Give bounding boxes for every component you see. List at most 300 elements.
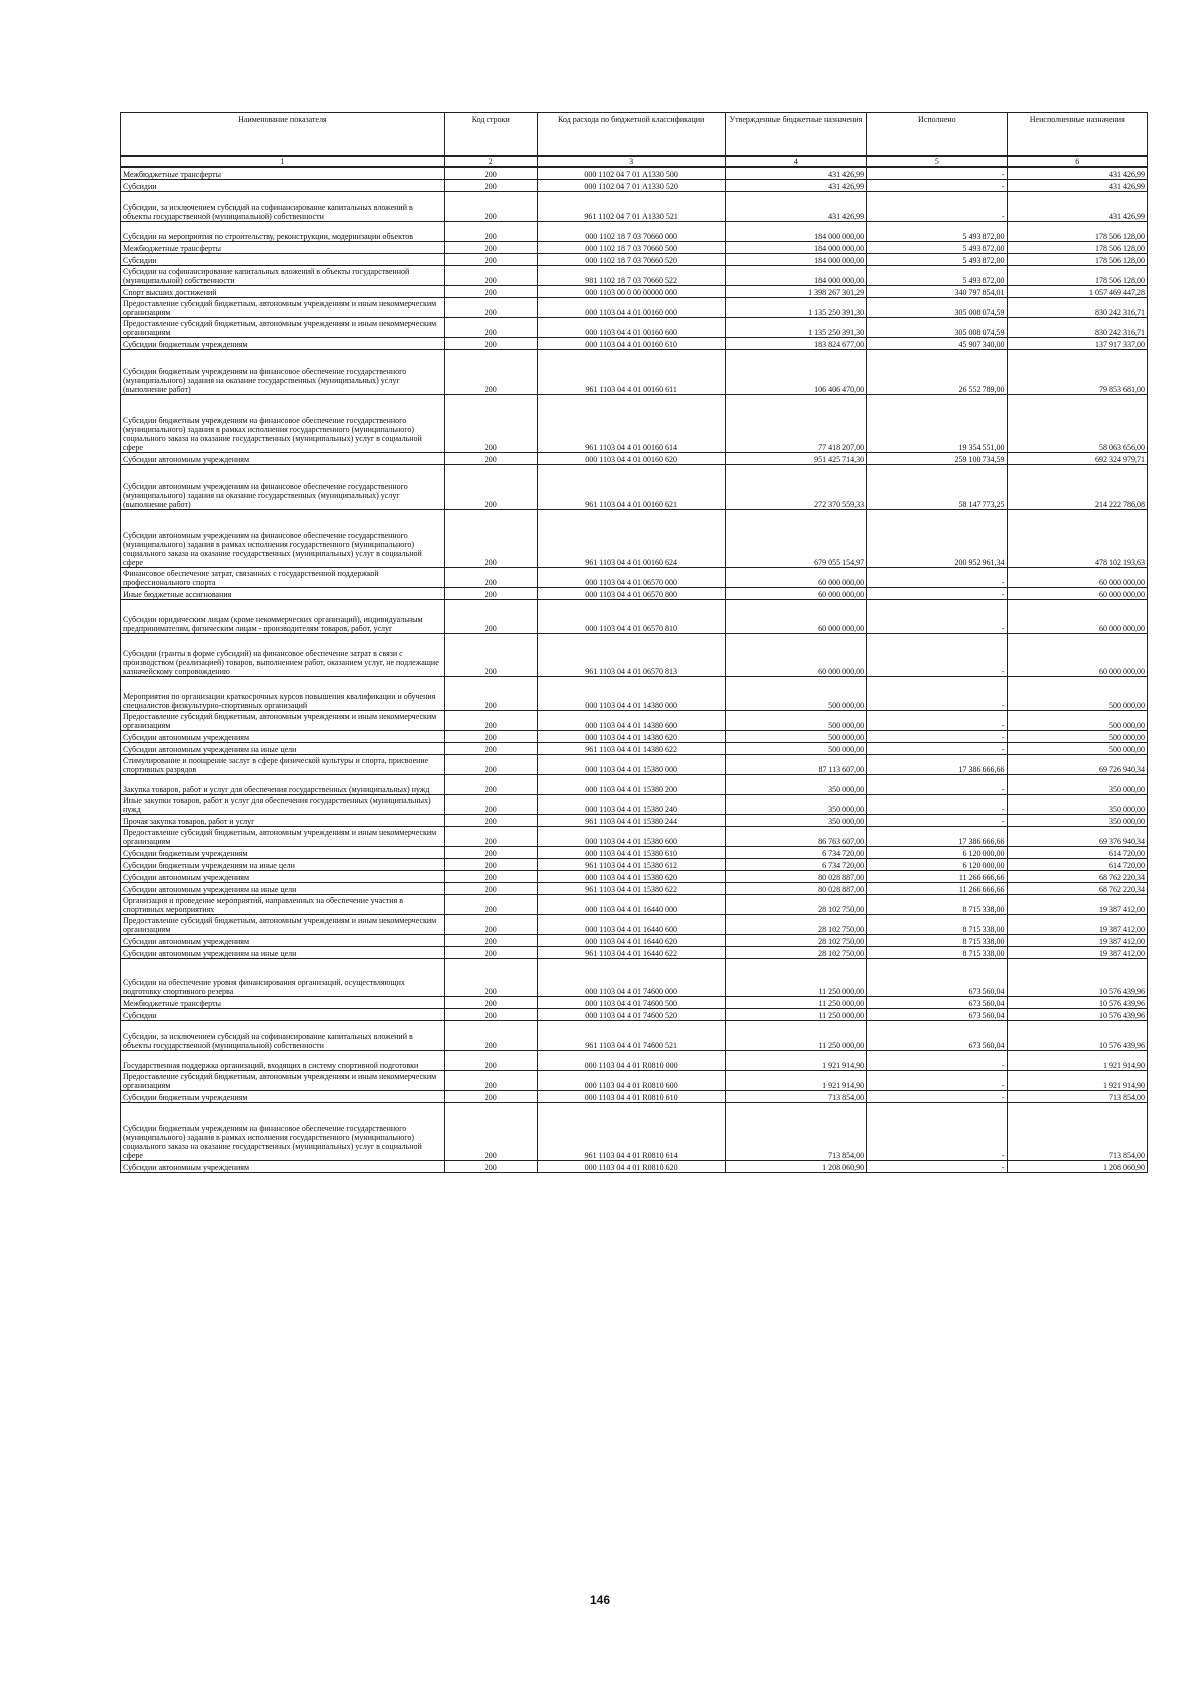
row-approved: 11 250 000,00 <box>725 1020 867 1050</box>
table-row <box>121 934 1148 946</box>
column-number: 6 <box>1007 156 1147 167</box>
row-name: Субсидии автономным учреждениям <box>121 934 445 946</box>
row-code: 200 <box>444 774 537 794</box>
row-approved: 80 028 887,00 <box>725 882 867 894</box>
row-kbk: 000 1103 04 4 01 06570 810 <box>537 599 725 633</box>
row-kbk: 000 1103 04 4 01 00160 610 <box>537 337 725 349</box>
row-approved: 11 250 000,00 <box>725 996 867 1008</box>
row-unexecuted: 178 506 128,00 <box>1007 265 1147 285</box>
row-code: 200 <box>444 730 537 742</box>
row-unexecuted: 350 000,00 <box>1007 774 1147 794</box>
row-kbk: 000 1103 04 4 01 74600 000 <box>537 958 725 996</box>
table-row <box>121 253 1148 265</box>
row-unexecuted: 500 000,00 <box>1007 676 1147 710</box>
row-code: 200 <box>444 509 537 567</box>
row-executed: - <box>867 774 1007 794</box>
row-name: Субсидии бюджетным учреждениям на иные цели <box>121 858 445 870</box>
row-name: Межбюджетные трансферты <box>121 241 445 253</box>
row-unexecuted: 79 853 681,00 <box>1007 349 1147 394</box>
row-code: 200 <box>444 814 537 826</box>
row-name: Предоставление субсидий бюджетным, автономным учреждениям и иным некоммерческим организациям <box>121 317 445 337</box>
table-row <box>121 858 1148 870</box>
row-name: Прочая закупка товаров, работ и услуг <box>121 814 445 826</box>
row-unexecuted: 713 854,00 <box>1007 1090 1147 1102</box>
row-name: Предоставление субсидий бюджетным, автономным учреждениям и иным некоммерческим организациям <box>121 710 445 730</box>
table-row <box>121 241 1148 253</box>
table-row <box>121 464 1148 509</box>
row-code: 200 <box>444 587 537 599</box>
table-row <box>121 794 1148 814</box>
row-executed: - <box>867 710 1007 730</box>
row-name: Стимулирование и поощрение заслуг в сфере физической культуры и спорта, присвоение спортивных разрядов <box>121 754 445 774</box>
row-code: 200 <box>444 794 537 814</box>
column-number: 3 <box>537 156 725 167</box>
row-unexecuted: 431 426,99 <box>1007 167 1147 179</box>
row-approved: 60 000 000,00 <box>725 567 867 587</box>
row-approved: 431 426,99 <box>725 179 867 191</box>
row-code: 200 <box>444 349 537 394</box>
row-approved: 350 000,00 <box>725 814 867 826</box>
row-code: 200 <box>444 241 537 253</box>
table-row <box>121 285 1148 297</box>
table-row <box>121 1070 1148 1090</box>
row-kbk: 981 1102 18 7 03 70660 522 <box>537 265 725 285</box>
row-code: 200 <box>444 337 537 349</box>
row-kbk: 000 1103 04 4 01 14380 000 <box>537 676 725 710</box>
row-executed: 19 354 551,00 <box>867 394 1007 452</box>
row-code: 200 <box>444 882 537 894</box>
row-kbk: 000 1103 04 4 01 15380 620 <box>537 870 725 882</box>
table-row <box>121 221 1148 241</box>
row-unexecuted: 19 387 412,00 <box>1007 946 1147 958</box>
row-name: Субсидии <box>121 253 445 265</box>
row-kbk: 000 1102 04 7 01 А1330 500 <box>537 167 725 179</box>
row-name: Субсидии бюджетным учреждениям на финансовое обеспечение государственного (муниципального) задания в рамках исполнения государственного (муниципального) социального заказа на оказание государственных (муниципальных) услуг в социальной сфере <box>121 1102 445 1160</box>
column-number: 1 <box>121 156 445 167</box>
table-row <box>121 452 1148 464</box>
row-code: 200 <box>444 846 537 858</box>
row-executed: 673 560,04 <box>867 1020 1007 1050</box>
table-row <box>121 754 1148 774</box>
row-executed: 6 120 000,00 <box>867 846 1007 858</box>
row-executed: 5 493 872,00 <box>867 241 1007 253</box>
table-row <box>121 1020 1148 1050</box>
row-kbk: 961 1103 04 4 01 00160 621 <box>537 464 725 509</box>
row-approved: 77 418 207,00 <box>725 394 867 452</box>
row-code: 200 <box>444 858 537 870</box>
row-kbk: 000 1102 18 7 03 70660 000 <box>537 221 725 241</box>
table-row <box>121 633 1148 676</box>
table-row <box>121 587 1148 599</box>
row-unexecuted: 500 000,00 <box>1007 742 1147 754</box>
row-name: Организация и проведение мероприятий, направленных на обеспечение участия в спортивных мероприятиях <box>121 894 445 914</box>
row-unexecuted: 19 387 412,00 <box>1007 894 1147 914</box>
row-kbk: 000 1103 04 4 01 R0810 620 <box>537 1160 725 1172</box>
row-name: Субсидии автономным учреждениям <box>121 1160 445 1172</box>
row-executed: - <box>867 633 1007 676</box>
row-approved: 87 113 607,00 <box>725 754 867 774</box>
row-approved: 28 102 750,00 <box>725 946 867 958</box>
row-approved: 951 425 714,30 <box>725 452 867 464</box>
table-row <box>121 774 1148 794</box>
row-kbk: 000 1103 04 4 01 06570 000 <box>537 567 725 587</box>
row-kbk: 000 1103 04 4 01 14380 600 <box>537 710 725 730</box>
table-row <box>121 1050 1148 1070</box>
row-code: 200 <box>444 946 537 958</box>
header-kbk: Код расхода по бюджетной классификации <box>537 113 725 157</box>
budget-execution-table <box>120 112 1148 1173</box>
row-name: Финансовое обеспечение затрат, связанных с государственной поддержкой профессионального спорта <box>121 567 445 587</box>
column-number: 4 <box>725 156 867 167</box>
row-unexecuted: 68 762 220,34 <box>1007 870 1147 882</box>
row-unexecuted: 60 000 000,00 <box>1007 567 1147 587</box>
row-name: Субсидии на обеспечение уровня финансирования организаций, осуществляющих подготовку спортивного резерва <box>121 958 445 996</box>
row-name: Субсидии автономным учреждениям <box>121 870 445 882</box>
row-unexecuted: 614 720,00 <box>1007 858 1147 870</box>
row-code: 200 <box>444 452 537 464</box>
row-name: Государственная поддержка организаций, входящих в систему спортивной подготовки <box>121 1050 445 1070</box>
row-name: Субсидии бюджетным учреждениям <box>121 1090 445 1102</box>
row-code: 200 <box>444 1050 537 1070</box>
row-code: 200 <box>444 285 537 297</box>
row-approved: 500 000,00 <box>725 742 867 754</box>
row-name: Предоставление субсидий бюджетным, автономным учреждениям и иным некоммерческим организациям <box>121 297 445 317</box>
table-row <box>121 509 1148 567</box>
row-name: Субсидии автономным учреждениям на иные цели <box>121 742 445 754</box>
row-kbk: 000 1103 04 4 01 00160 620 <box>537 452 725 464</box>
row-unexecuted: 830 242 316,71 <box>1007 297 1147 317</box>
table-row <box>121 1102 1148 1160</box>
row-name: Субсидии, за исключением субсидий на софинансирование капитальных вложений в объекты государственной (муниципальной) собственности <box>121 191 445 221</box>
column-number-row <box>121 156 1148 167</box>
table-row <box>121 191 1148 221</box>
row-approved: 28 102 750,00 <box>725 894 867 914</box>
table-row <box>121 1090 1148 1102</box>
row-approved: 6 734 720,00 <box>725 858 867 870</box>
row-unexecuted: 1 057 469 447,28 <box>1007 285 1147 297</box>
row-unexecuted: 500 000,00 <box>1007 710 1147 730</box>
row-name: Предоставление субсидий бюджетным, автономным учреждениям и иным некоммерческим организациям <box>121 1070 445 1090</box>
row-unexecuted: 1 208 060,90 <box>1007 1160 1147 1172</box>
row-executed: - <box>867 167 1007 179</box>
table-row <box>121 676 1148 710</box>
row-executed: 340 797 854,01 <box>867 285 1007 297</box>
row-name: Межбюджетные трансферты <box>121 167 445 179</box>
row-code: 200 <box>444 870 537 882</box>
table-row <box>121 958 1148 996</box>
row-executed: 11 266 666,66 <box>867 870 1007 882</box>
row-unexecuted: 178 506 128,00 <box>1007 241 1147 253</box>
row-name: Субсидии бюджетным учреждениям <box>121 846 445 858</box>
row-code: 200 <box>444 633 537 676</box>
row-executed: 5 493 872,00 <box>867 253 1007 265</box>
row-approved: 1 208 060,90 <box>725 1160 867 1172</box>
row-unexecuted: 68 762 220,34 <box>1007 882 1147 894</box>
header-unexecuted: Неисполненные назначения <box>1007 113 1147 157</box>
row-kbk: 000 1102 04 7 01 А1330 520 <box>537 179 725 191</box>
row-unexecuted: 10 576 439,96 <box>1007 996 1147 1008</box>
row-approved: 184 000 000,00 <box>725 265 867 285</box>
row-kbk: 000 1103 00 0 00 00000 000 <box>537 285 725 297</box>
row-unexecuted: 58 063 656,00 <box>1007 394 1147 452</box>
row-executed: - <box>867 1160 1007 1172</box>
row-approved: 28 102 750,00 <box>725 914 867 934</box>
row-executed: 305 008 074,59 <box>867 297 1007 317</box>
row-code: 200 <box>444 191 537 221</box>
row-unexecuted: 60 000 000,00 <box>1007 587 1147 599</box>
table-row <box>121 179 1148 191</box>
table-row <box>121 317 1148 337</box>
row-name: Субсидии юридическим лицам (кроме некоммерческих организаций), индивидуальным предпринимателям, физическим лицам - производителям товаров, работ, услуг <box>121 599 445 633</box>
row-executed: 8 715 338,00 <box>867 914 1007 934</box>
row-code: 200 <box>444 1102 537 1160</box>
row-approved: 60 000 000,00 <box>725 599 867 633</box>
table-row <box>121 914 1148 934</box>
row-kbk: 961 1103 04 4 01 74600 521 <box>537 1020 725 1050</box>
row-name: Субсидии <box>121 179 445 191</box>
row-unexecuted: 431 426,99 <box>1007 191 1147 221</box>
row-executed: 259 100 734,59 <box>867 452 1007 464</box>
row-name: Предоставление субсидий бюджетным, автономным учреждениям и иным некоммерческим организациям <box>121 914 445 934</box>
row-executed: 45 907 340,00 <box>867 337 1007 349</box>
row-unexecuted: 830 242 316,71 <box>1007 317 1147 337</box>
row-approved: 350 000,00 <box>725 774 867 794</box>
row-code: 200 <box>444 253 537 265</box>
row-executed: 5 493 872,00 <box>867 221 1007 241</box>
header-executed: Исполнено <box>867 113 1007 157</box>
row-unexecuted: 214 222 786,08 <box>1007 464 1147 509</box>
row-executed: - <box>867 191 1007 221</box>
row-kbk: 000 1103 04 4 01 74600 520 <box>537 1008 725 1020</box>
row-executed: - <box>867 1070 1007 1090</box>
table-row <box>121 882 1148 894</box>
header-row-code: Код строки <box>444 113 537 157</box>
row-kbk: 000 1103 04 4 01 15380 240 <box>537 794 725 814</box>
row-approved: 6 734 720,00 <box>725 846 867 858</box>
row-unexecuted: 19 387 412,00 <box>1007 914 1147 934</box>
row-name: Субсидии автономным учреждениям на финансовое обеспечение государственного (муниципального) задания на оказание государственных (муниципальных) услуг (выполнение работ) <box>121 464 445 509</box>
row-code: 200 <box>444 676 537 710</box>
row-kbk: 000 1103 04 4 01 R0810 610 <box>537 1090 725 1102</box>
row-unexecuted: 60 000 000,00 <box>1007 599 1147 633</box>
row-unexecuted: 478 102 193,63 <box>1007 509 1147 567</box>
row-code: 200 <box>444 996 537 1008</box>
row-approved: 86 763 607,00 <box>725 826 867 846</box>
row-name: Мероприятия по организации краткосрочных курсов повышения квалификации и обучения специалистов физкультурно-спортивных организаций <box>121 676 445 710</box>
row-approved: 713 854,00 <box>725 1090 867 1102</box>
row-kbk: 000 1103 04 4 01 00160 600 <box>537 317 725 337</box>
row-kbk: 000 1103 04 4 01 16440 600 <box>537 914 725 934</box>
row-unexecuted: 69 726 940,34 <box>1007 754 1147 774</box>
table-row <box>121 599 1148 633</box>
row-name: Субсидии автономным учреждениям <box>121 730 445 742</box>
row-approved: 184 000 000,00 <box>725 253 867 265</box>
row-executed: 11 266 666,66 <box>867 882 1007 894</box>
row-approved: 1 921 914,90 <box>725 1050 867 1070</box>
row-kbk: 961 1103 04 4 01 00160 624 <box>537 509 725 567</box>
row-unexecuted: 1 921 914,90 <box>1007 1070 1147 1090</box>
row-kbk: 000 1103 04 4 01 15380 600 <box>537 826 725 846</box>
header-row <box>121 113 1148 157</box>
row-approved: 500 000,00 <box>725 676 867 710</box>
row-code: 200 <box>444 317 537 337</box>
row-executed: - <box>867 1090 1007 1102</box>
row-executed: 200 952 961,34 <box>867 509 1007 567</box>
row-approved: 60 000 000,00 <box>725 633 867 676</box>
row-code: 200 <box>444 179 537 191</box>
row-executed: - <box>867 567 1007 587</box>
row-kbk: 961 1103 04 4 01 06570 813 <box>537 633 725 676</box>
row-name: Субсидии бюджетным учреждениям <box>121 337 445 349</box>
table-row <box>121 846 1148 858</box>
row-executed: 6 120 000,00 <box>867 858 1007 870</box>
row-unexecuted: 431 426,99 <box>1007 179 1147 191</box>
row-kbk: 000 1103 04 4 01 00160 000 <box>537 297 725 317</box>
row-unexecuted: 10 576 439,96 <box>1007 1008 1147 1020</box>
row-code: 200 <box>444 914 537 934</box>
row-name: Закупка товаров, работ и услуг для обеспечения государственных (муниципальных) нужд <box>121 774 445 794</box>
table-row <box>121 946 1148 958</box>
row-unexecuted: 69 376 940,34 <box>1007 826 1147 846</box>
row-approved: 11 250 000,00 <box>725 1008 867 1020</box>
row-kbk: 000 1103 04 4 01 R0810 000 <box>537 1050 725 1070</box>
row-approved: 11 250 000,00 <box>725 958 867 996</box>
row-name: Межбюджетные трансферты <box>121 996 445 1008</box>
row-executed: 5 493 872,00 <box>867 265 1007 285</box>
row-name: Субсидии автономным учреждениям на финансовое обеспечение государственного (муниципального) задания в рамках исполнения государственного (муниципального) социального заказа на оказание государственных (муниципальных) услуг в социальной сфере <box>121 509 445 567</box>
row-code: 200 <box>444 599 537 633</box>
table-row <box>121 870 1148 882</box>
table-row <box>121 826 1148 846</box>
row-code: 200 <box>444 1090 537 1102</box>
row-approved: 500 000,00 <box>725 730 867 742</box>
row-code: 200 <box>444 934 537 946</box>
row-approved: 431 426,99 <box>725 167 867 179</box>
table-row <box>121 167 1148 179</box>
row-executed: - <box>867 794 1007 814</box>
row-executed: - <box>867 1050 1007 1070</box>
row-kbk: 961 1103 04 4 01 00160 614 <box>537 394 725 452</box>
row-kbk: 961 1103 04 4 01 15380 612 <box>537 858 725 870</box>
row-executed: 8 715 338,00 <box>867 894 1007 914</box>
row-executed: 17 386 666,66 <box>867 754 1007 774</box>
row-executed: - <box>867 676 1007 710</box>
row-unexecuted: 19 387 412,00 <box>1007 934 1147 946</box>
table-row <box>121 567 1148 587</box>
row-name: Спорт высших достижений <box>121 285 445 297</box>
row-kbk: 961 1103 04 4 01 16440 622 <box>537 946 725 958</box>
row-name: Субсидии на софинансирование капитальных вложений в объекты государственной (муниципальной) собственности <box>121 265 445 285</box>
row-kbk: 961 1103 04 4 01 14380 622 <box>537 742 725 754</box>
row-approved: 184 000 000,00 <box>725 241 867 253</box>
row-code: 200 <box>444 710 537 730</box>
row-executed: 8 715 338,00 <box>867 934 1007 946</box>
row-kbk: 000 1103 04 4 01 16440 000 <box>537 894 725 914</box>
row-unexecuted: 614 720,00 <box>1007 846 1147 858</box>
row-executed: 26 552 789,00 <box>867 349 1007 394</box>
row-name: Субсидии, за исключением субсидий на софинансирование капитальных вложений в объекты государственной (муниципальной) собственности <box>121 1020 445 1050</box>
row-approved: 80 028 887,00 <box>725 870 867 882</box>
row-approved: 184 000 000,00 <box>725 221 867 241</box>
row-unexecuted: 60 000 000,00 <box>1007 633 1147 676</box>
row-unexecuted: 500 000,00 <box>1007 730 1147 742</box>
row-kbk: 961 1103 04 4 01 15380 244 <box>537 814 725 826</box>
row-kbk: 961 1103 04 4 01 R0810 614 <box>537 1102 725 1160</box>
row-code: 200 <box>444 958 537 996</box>
row-approved: 713 854,00 <box>725 1102 867 1160</box>
row-approved: 1 398 267 301,29 <box>725 285 867 297</box>
row-code: 200 <box>444 1008 537 1020</box>
table-row <box>121 297 1148 317</box>
row-name: Предоставление субсидий бюджетным, автономным учреждениям и иным некоммерческим организациям <box>121 826 445 846</box>
row-code: 200 <box>444 567 537 587</box>
row-executed: 8 715 338,00 <box>867 946 1007 958</box>
row-executed: - <box>867 742 1007 754</box>
row-unexecuted: 137 917 337,00 <box>1007 337 1147 349</box>
row-name: Субсидии <box>121 1008 445 1020</box>
row-kbk: 000 1103 04 4 01 16440 620 <box>537 934 725 946</box>
column-number: 2 <box>444 156 537 167</box>
table-body <box>121 167 1148 1172</box>
row-code: 200 <box>444 464 537 509</box>
row-unexecuted: 1 921 914,90 <box>1007 1050 1147 1070</box>
row-name: Субсидии автономным учреждениям на иные цели <box>121 946 445 958</box>
table-row <box>121 996 1148 1008</box>
row-unexecuted: 350 000,00 <box>1007 794 1147 814</box>
row-kbk: 000 1103 04 4 01 15380 610 <box>537 846 725 858</box>
row-executed: - <box>867 587 1007 599</box>
table-row <box>121 394 1148 452</box>
table-row <box>121 730 1148 742</box>
row-executed: - <box>867 179 1007 191</box>
row-code: 200 <box>444 265 537 285</box>
table-row <box>121 710 1148 730</box>
row-unexecuted: 10 576 439,96 <box>1007 1020 1147 1050</box>
row-executed: - <box>867 730 1007 742</box>
row-approved: 106 406 470,00 <box>725 349 867 394</box>
row-kbk: 000 1102 18 7 03 70660 500 <box>537 241 725 253</box>
row-kbk: 000 1103 04 4 01 06570 800 <box>537 587 725 599</box>
row-executed: 58 147 773,25 <box>867 464 1007 509</box>
row-approved: 431 426,99 <box>725 191 867 221</box>
row-code: 200 <box>444 1070 537 1090</box>
table-row <box>121 349 1148 394</box>
row-code: 200 <box>444 754 537 774</box>
row-code: 200 <box>444 1160 537 1172</box>
row-kbk: 000 1102 18 7 03 70660 520 <box>537 253 725 265</box>
column-number: 5 <box>867 156 1007 167</box>
row-unexecuted: 692 324 979,71 <box>1007 452 1147 464</box>
row-kbk: 000 1103 04 4 01 74600 500 <box>537 996 725 1008</box>
row-name: Иные бюджетные ассигнования <box>121 587 445 599</box>
table-row <box>121 1008 1148 1020</box>
row-executed: 305 008 074,59 <box>867 317 1007 337</box>
row-code: 200 <box>444 394 537 452</box>
page-number: 146 <box>589 1593 611 1607</box>
row-name: Субсидии (гранты в форме субсидий) на финансовое обеспечение затрат в связи с производством (реализацией) товаров, выполнением работ, оказанием услуг, не подлежащие казначейскому сопровождению <box>121 633 445 676</box>
row-unexecuted: 713 854,00 <box>1007 1102 1147 1160</box>
row-code: 200 <box>444 221 537 241</box>
row-code: 200 <box>444 826 537 846</box>
row-kbk: 961 1102 04 7 01 А1330 521 <box>537 191 725 221</box>
row-unexecuted: 178 506 128,00 <box>1007 221 1147 241</box>
table-row <box>121 337 1148 349</box>
row-executed: - <box>867 599 1007 633</box>
row-code: 200 <box>444 894 537 914</box>
header-name: Наименование показателя <box>121 113 445 157</box>
row-name: Субсидии автономным учреждениям на иные цели <box>121 882 445 894</box>
row-approved: 1 921 914,90 <box>725 1070 867 1090</box>
